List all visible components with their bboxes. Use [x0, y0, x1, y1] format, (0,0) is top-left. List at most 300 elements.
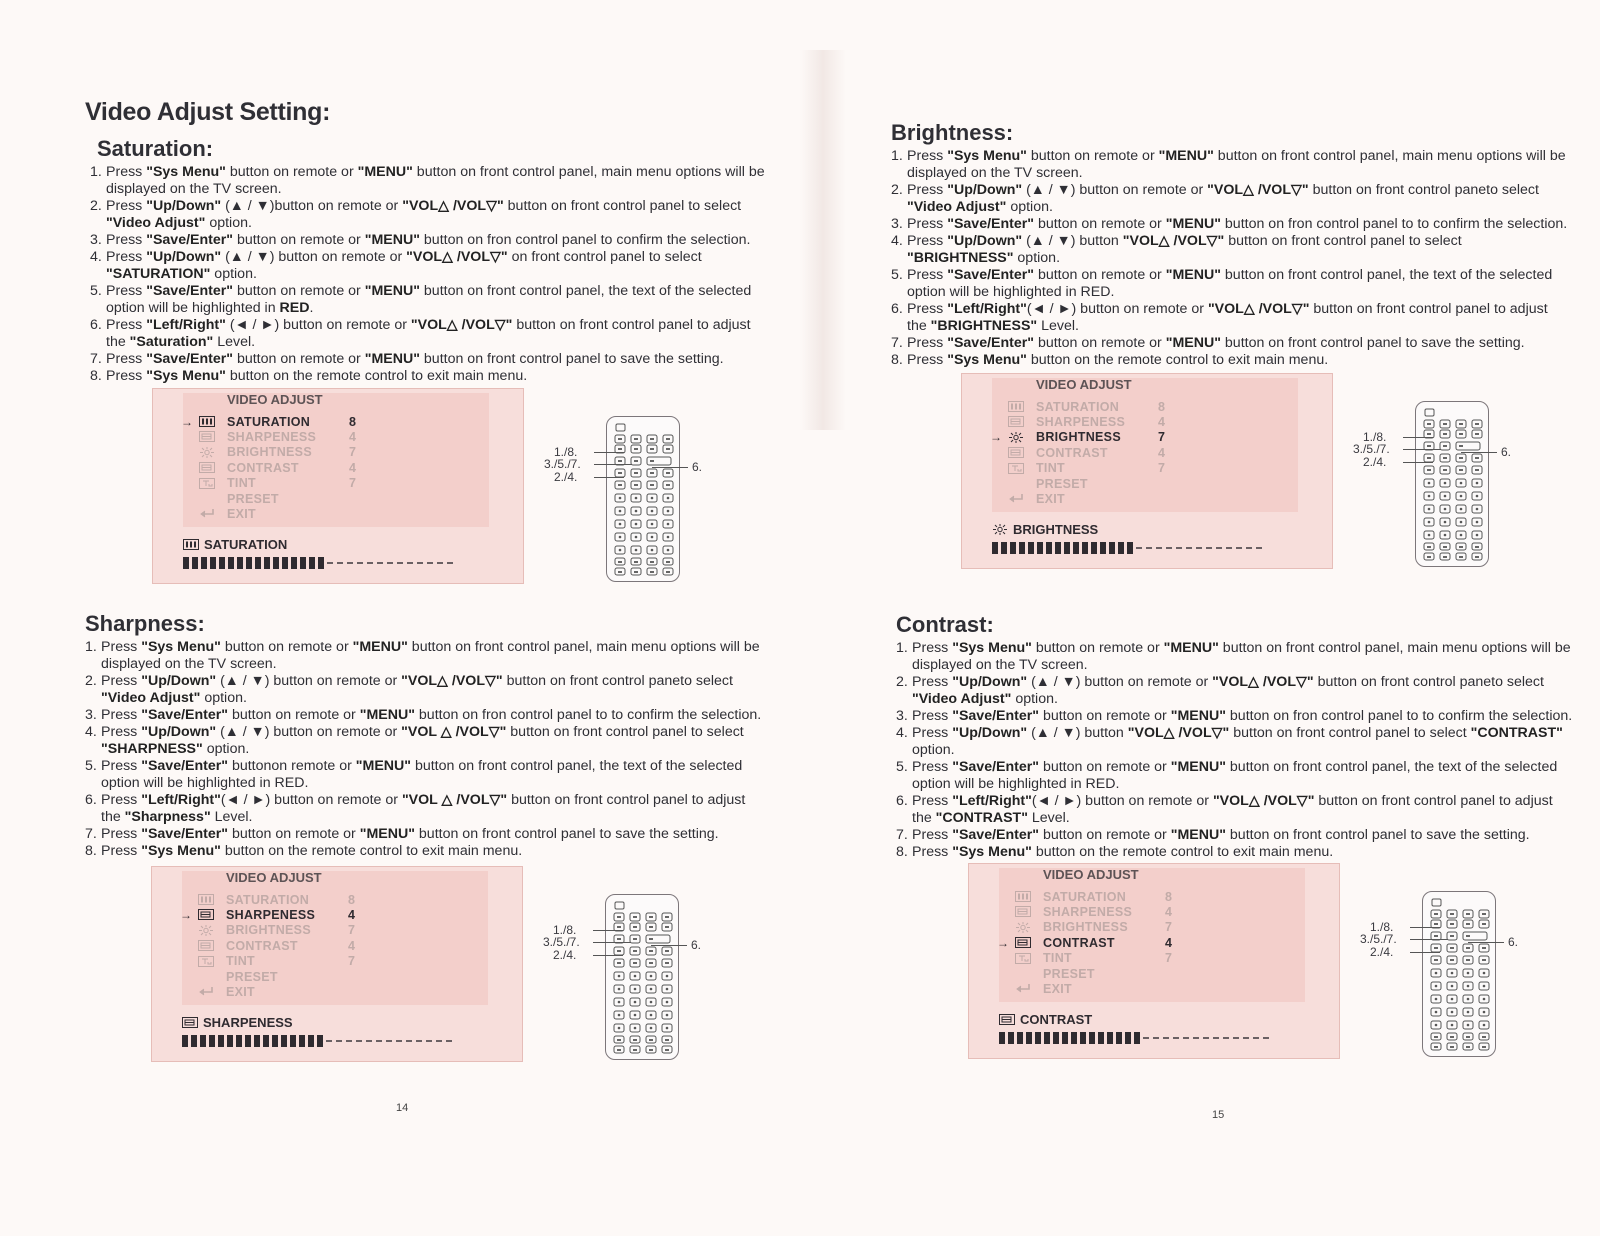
level-remaining [376, 1040, 382, 1042]
level-segment [1071, 1032, 1077, 1044]
step-number: 1. [90, 164, 102, 180]
remote-control-illustration [605, 894, 679, 1060]
level-segment [182, 1035, 188, 1047]
level-remaining [397, 562, 403, 564]
steps-list [896, 640, 1576, 861]
level-remaining [367, 562, 373, 564]
step-text: Press "Save/Enter" button on remote or "MENU" button on fron control panel to confirm the selection. [106, 232, 751, 248]
level-remaining [1176, 547, 1182, 549]
level-segment [245, 1035, 251, 1047]
level-remaining [377, 562, 383, 564]
osd-adjust-text: BRIGHTNESS [1013, 522, 1099, 537]
saturation-icon [198, 894, 214, 905]
osd-item-label: SATURATION [1043, 889, 1127, 904]
level-segment [1064, 542, 1070, 554]
sharpness-icon [199, 431, 215, 442]
osd-menu-item[interactable] [1043, 889, 1179, 904]
osd-item-value: 4 [349, 429, 357, 444]
step-text: Press "Save/Enter" button on remote or "MENU" button on front control panel to save the setting. [106, 351, 724, 367]
section-title: Saturation: [97, 136, 214, 161]
brightness-icon [1015, 922, 1031, 933]
step-item [891, 267, 1571, 301]
level-segment [228, 557, 234, 569]
osd-item-label: EXIT [1043, 981, 1072, 996]
tint-icon [198, 956, 214, 967]
osd-item-label: CONTRAST [226, 938, 298, 953]
level-segment [1134, 1032, 1140, 1044]
level-remaining [1173, 1037, 1179, 1039]
level-remaining [1233, 1037, 1239, 1039]
step-item [85, 724, 765, 758]
step-text: Press "Save/Enter" button on remote or "MENU" button on front control panel, the text of the selected option will be highlighted in RED. [912, 759, 1558, 792]
level-segment [183, 557, 189, 569]
level-segment [1001, 542, 1007, 554]
step-number: 6. [891, 301, 903, 317]
step-text: Press "Save/Enter" button on remote or "MENU" button on front control panel to save the setting. [907, 335, 1525, 351]
step-number: 4. [85, 724, 97, 740]
level-segment [191, 1035, 197, 1047]
osd-item-value: 7 [349, 445, 357, 460]
level-remaining [366, 1040, 372, 1042]
step-item [891, 352, 1571, 369]
level-segment [254, 1035, 260, 1047]
osd-menu-item[interactable] [227, 460, 363, 475]
level-segment [1028, 542, 1034, 554]
level-remaining [1246, 547, 1252, 549]
level-segment [281, 1035, 287, 1047]
osd-menu-item[interactable] [1043, 951, 1179, 966]
level-remaining [1263, 1037, 1269, 1039]
level-segment [1026, 1032, 1032, 1044]
level-segment [318, 557, 324, 569]
level-remaining [1143, 1037, 1149, 1039]
brightness-icon [198, 925, 214, 936]
level-segment [1062, 1032, 1068, 1044]
remote-control-illustration [1422, 891, 1496, 1057]
level-remaining [436, 1040, 442, 1042]
osd-item-value: 4 [348, 938, 356, 953]
step-item [896, 793, 1576, 827]
tint-icon [199, 478, 215, 489]
level-segment [264, 557, 270, 569]
osd-item-label: PRESET [226, 969, 278, 984]
level-remaining [426, 1040, 432, 1042]
level-segment [282, 557, 288, 569]
level-segment [291, 557, 297, 569]
level-remaining [446, 1040, 452, 1042]
sharpness-icon [182, 1017, 198, 1028]
osd-menu-item[interactable] [227, 476, 363, 491]
level-segment [1044, 1032, 1050, 1044]
level-remaining [1183, 1037, 1189, 1039]
saturation-icon [1008, 401, 1024, 412]
page-number: 15 [1212, 1109, 1225, 1121]
sharpness-icon [198, 909, 214, 920]
osd-item-label: SATURATION [1036, 399, 1120, 414]
step-item [90, 351, 770, 368]
callout-label: 3./5./7. [1353, 442, 1390, 456]
step-text: Press "Save/Enter" button on remote or "MENU" button on fron control panel to to confirm the selection. [907, 216, 1568, 232]
contrast-icon [199, 462, 215, 473]
step-number: 6. [85, 792, 97, 808]
callout-label: 6. [1508, 935, 1519, 949]
level-remaining [336, 1040, 342, 1042]
osd-item-label: SATURATION [226, 892, 310, 907]
sharpness-icon [1015, 906, 1031, 917]
osd-item-label: BRIGHTNESS [227, 445, 312, 460]
osd-screen [151, 866, 523, 1062]
osd-menu-item[interactable] [226, 923, 362, 938]
callout-label: 2./4. [1370, 945, 1394, 959]
osd-item-value: 4 [349, 460, 357, 475]
osd-menu-item[interactable] [1036, 476, 1172, 491]
level-segment [192, 557, 198, 569]
level-segment [1100, 542, 1106, 554]
step-item [90, 368, 770, 385]
callout-line [593, 930, 623, 931]
osd-item-label: EXIT [227, 506, 256, 521]
step-text: Press "Sys Menu" button on remote or "MENU" button on front control panel, main menu options will be displayed on the TV screen. [106, 164, 765, 197]
osd-menu-item[interactable] [1036, 491, 1172, 506]
step-item [891, 216, 1571, 233]
osd-menu-item[interactable] [227, 445, 363, 460]
level-segment [1017, 1032, 1023, 1044]
level-remaining [1156, 547, 1162, 549]
step-number: 1. [896, 640, 908, 656]
osd-menu-title: VIDEO ADJUST [226, 870, 322, 885]
callout-line [1410, 939, 1448, 940]
level-segment [1019, 542, 1025, 554]
callout-line [593, 955, 623, 956]
level-remaining [1223, 1037, 1229, 1039]
step-number: 8. [891, 352, 903, 368]
osd-menu-item[interactable] [1036, 445, 1172, 460]
step-text: Press "Save/Enter" buttonon remote or "MENU" button on front control panel, the text of the selected option will be highlighted in RED. [101, 758, 743, 791]
step-item [85, 758, 765, 792]
step-number: 1. [891, 148, 903, 164]
step-text: Press "Left/Right"(◄ / ►) button on remote or "VOL△ /VOL▽" button on front control panel to adjust the "BRIGHTNESS" Level. [907, 301, 1548, 334]
step-text: Press "Left/Right"(◄ / ►) button on remote or "VOL△ /VOL▽" button on front control panel to adjust the "CONTRAST" Level. [912, 793, 1553, 826]
level-remaining [1253, 1037, 1259, 1039]
osd-menu-item[interactable] [226, 938, 362, 953]
callout-label: 3./5./7. [543, 935, 580, 949]
osd-item-label: SHARPENESS [1043, 904, 1133, 919]
step-item [90, 198, 770, 232]
osd-level-bar [999, 1032, 1309, 1044]
osd-adjust-label [182, 1015, 293, 1030]
osd-item-label: SHARPENESS [226, 907, 316, 922]
callout-line [594, 452, 624, 453]
osd-menu-item[interactable] [1043, 920, 1179, 935]
osd-item-value: 4 [1158, 414, 1166, 429]
steps-list [90, 164, 770, 385]
osd-item-value: 8 [348, 892, 356, 907]
level-remaining [1163, 1037, 1169, 1039]
step-item [891, 182, 1571, 216]
level-segment [992, 542, 998, 554]
step-item [85, 843, 765, 860]
step-text: Press "Save/Enter" button on remote or "MENU" button on front control panel, the text of the selected option will be highlighted in RED. [106, 283, 752, 316]
level-remaining [437, 562, 443, 564]
callout-label: 1./8. [553, 923, 577, 937]
step-item [85, 639, 765, 673]
osd-item-value: 4 [348, 907, 356, 922]
level-segment [1037, 542, 1043, 554]
step-text: Press "Save/Enter" button on remote or "MENU" button on front control panel to save the setting. [912, 827, 1530, 843]
level-remaining [1136, 547, 1142, 549]
level-segment [1080, 1032, 1086, 1044]
arrow-right-icon: → [180, 907, 193, 922]
level-remaining [386, 1040, 392, 1042]
step-text: Press "Save/Enter" button on remote or "MENU" button on fron control panel to to confirm the selection. [912, 708, 1573, 724]
step-number: 8. [85, 843, 97, 859]
level-remaining [1186, 547, 1192, 549]
osd-menu-item[interactable] [1043, 981, 1179, 996]
osd-menu-item[interactable] [1043, 904, 1179, 919]
osd-item-value: 7 [1165, 920, 1173, 935]
brightness-icon [1008, 432, 1024, 443]
step-number: 3. [896, 708, 908, 724]
contrast-icon [198, 940, 214, 951]
step-item [90, 164, 770, 198]
level-remaining [327, 562, 333, 564]
step-item [90, 232, 770, 249]
level-segment [246, 557, 252, 569]
step-text: Press "Sys Menu" button on the remote control to exit main menu. [907, 352, 1329, 368]
level-segment [299, 1035, 305, 1047]
level-remaining [1216, 547, 1222, 549]
osd-item-label: SHARPENESS [1036, 414, 1126, 429]
exit-icon [1015, 983, 1031, 994]
level-segment [218, 1035, 224, 1047]
level-segment [1073, 542, 1079, 554]
level-segment [237, 557, 243, 569]
page-number: 14 [396, 1102, 409, 1114]
osd-item-value: 7 [1158, 461, 1166, 476]
step-text: Press "Up/Down" (▲ / ▼) button on remote or "VOL△ /VOL▽" button on front control paneto select "Video Adjust" option. [907, 182, 1539, 215]
step-text: Press "Left/Right" (◄ / ►) button on remote or "VOL△ /VOL▽" button on front control panel to adjust the "Saturation" Level. [106, 317, 751, 350]
step-text: Press "Save/Enter" button on remote or "MENU" button on front control panel to save the setting. [101, 826, 719, 842]
osd-item-label: EXIT [1036, 491, 1065, 506]
osd-menu-item[interactable] [1036, 461, 1172, 476]
step-text: Press "Sys Menu" button on the remote control to exit main menu. [912, 844, 1334, 860]
level-segment [1127, 542, 1133, 554]
level-segment [236, 1035, 242, 1047]
level-segment [1107, 1032, 1113, 1044]
osd-item-label: EXIT [226, 984, 255, 999]
osd-item-label: CONTRAST [1043, 935, 1115, 950]
step-item [90, 249, 770, 283]
level-segment [263, 1035, 269, 1047]
remote-control-illustration [1415, 401, 1489, 567]
level-segment [1089, 1032, 1095, 1044]
osd-level-bar [182, 1035, 492, 1047]
osd-menu-item[interactable] [226, 892, 362, 907]
osd-item-value: 8 [1165, 889, 1173, 904]
step-item [85, 792, 765, 826]
level-remaining [1166, 547, 1172, 549]
step-item [85, 673, 765, 707]
osd-menu-item[interactable] [1043, 966, 1179, 981]
level-remaining [1193, 1037, 1199, 1039]
brightness-section [891, 120, 1571, 369]
level-segment [1035, 1032, 1041, 1044]
step-item [896, 725, 1576, 759]
level-remaining [356, 1040, 362, 1042]
level-remaining [1203, 1037, 1209, 1039]
level-segment [1116, 1032, 1122, 1044]
callout-line [594, 464, 632, 465]
step-text: Press "Sys Menu" button on the remote control to exit main menu. [101, 843, 523, 859]
step-item [896, 708, 1576, 725]
step-item [896, 827, 1576, 844]
osd-menu-title: VIDEO ADJUST [1036, 377, 1132, 392]
level-segment [209, 1035, 215, 1047]
step-item [85, 826, 765, 843]
level-remaining [346, 1040, 352, 1042]
level-remaining [427, 562, 433, 564]
step-text: Press "Up/Down" (▲ / ▼) button "VOL△ /VOL▽" button on front control panel to select "BRIGHTNESS" option. [907, 233, 1462, 266]
level-segment [1125, 1032, 1131, 1044]
osd-screen [961, 373, 1333, 569]
osd-menu-item[interactable] [227, 429, 363, 444]
level-segment [1098, 1032, 1104, 1044]
step-text: Press "Up/Down" (▲ / ▼) button on remote or "VOL△ /VOL▽" button on front control paneto select "Video Adjust" option. [101, 673, 733, 706]
osd-item-label: TINT [1036, 461, 1065, 476]
osd-menu-item[interactable] [1036, 399, 1172, 414]
exit-icon [1008, 493, 1024, 504]
osd-item-label: SATURATION [227, 414, 311, 429]
osd-adjust-text: SATURATION [204, 537, 288, 552]
osd-menu-item[interactable] [227, 506, 363, 521]
section-title: Sharpness: [85, 611, 205, 636]
level-remaining [1256, 547, 1262, 549]
callout-label: 6. [1501, 445, 1512, 459]
step-item [896, 674, 1576, 708]
osd-menu-item[interactable] [226, 969, 362, 984]
level-remaining [1243, 1037, 1249, 1039]
arrow-right-icon: → [990, 430, 1003, 445]
osd-item-label: PRESET [227, 491, 279, 506]
step-text: Press "Sys Menu" button on the remote control to exit main menu. [106, 368, 528, 384]
osd-menu-item[interactable] [997, 935, 1179, 950]
osd-adjust-text: SHARPENESS [203, 1015, 293, 1030]
step-item [896, 759, 1576, 793]
osd-item-label: CONTRAST [227, 460, 299, 475]
tint-icon [1015, 953, 1031, 964]
callout-line [1403, 462, 1433, 463]
callout-label: 2./4. [553, 948, 577, 962]
level-remaining [1226, 547, 1232, 549]
osd-menu-title: VIDEO ADJUST [227, 392, 323, 407]
step-number: 2. [85, 673, 97, 689]
callout-line [1410, 952, 1440, 953]
osd-item-label: TINT [227, 476, 256, 491]
step-text: Press "Sys Menu" button on remote or "MENU" button on front control panel, main menu options will be displayed on the TV screen. [907, 148, 1566, 181]
steps-list [85, 639, 765, 860]
osd-menu-item[interactable] [226, 954, 362, 969]
callout-line [651, 945, 687, 946]
sharpness-section [85, 611, 765, 860]
step-item [891, 148, 1571, 182]
level-segment [273, 557, 279, 569]
contrast-icon [999, 1014, 1015, 1025]
step-item [90, 317, 770, 351]
osd-screen [152, 388, 524, 584]
level-segment [999, 1032, 1005, 1044]
level-segment [1008, 1032, 1014, 1044]
osd-item-label: BRIGHTNESS [1043, 920, 1128, 935]
callout-label: 2./4. [1363, 455, 1387, 469]
level-remaining [1153, 1037, 1159, 1039]
osd-menu-item[interactable] [181, 414, 363, 429]
step-text: Press "Up/Down" (▲ / ▼)button on remote or "VOL△ /VOL▽" button on front control panel to select "Video Adjust" option. [106, 198, 742, 231]
step-text: Press "Save/Enter" button on remote or "MENU" button on front control panel, the text of the selected option will be highlighted in RED. [907, 267, 1553, 300]
osd-item-label: CONTRAST [1036, 445, 1108, 460]
osd-adjust-label [183, 537, 287, 552]
osd-screen [968, 863, 1340, 1059]
step-number: 3. [85, 707, 97, 723]
level-segment [200, 1035, 206, 1047]
osd-menu-item[interactable] [1036, 414, 1172, 429]
step-item [891, 233, 1571, 267]
osd-menu-item[interactable] [226, 984, 362, 999]
step-number: 8. [896, 844, 908, 860]
level-remaining [416, 1040, 422, 1042]
level-segment [308, 1035, 314, 1047]
level-segment [272, 1035, 278, 1047]
osd-item-label: SHARPENESS [227, 429, 317, 444]
step-number: 4. [90, 249, 102, 265]
level-remaining [326, 1040, 332, 1042]
level-segment [1046, 542, 1052, 554]
contrast-icon [1015, 937, 1031, 948]
step-number: 3. [891, 216, 903, 232]
step-number: 8. [90, 368, 102, 384]
step-text: Press "Up/Down" (▲ / ▼) button on remote or "VOL△ /VOL▽" button on front control paneto select "Video Adjust" option. [912, 674, 1544, 707]
level-segment [1055, 542, 1061, 554]
exit-icon [198, 986, 214, 997]
step-text: Press "Sys Menu" button on remote or "MENU" button on front control panel, main menu options will be displayed on the TV screen. [912, 640, 1571, 673]
callout-label: 6. [692, 460, 703, 474]
osd-menu-item[interactable] [990, 430, 1172, 445]
osd-menu-item[interactable] [227, 491, 363, 506]
osd-item-value: 4 [1165, 904, 1173, 919]
step-number: 7. [891, 335, 903, 351]
level-segment [1053, 1032, 1059, 1044]
step-number: 7. [90, 351, 102, 367]
osd-menu-item[interactable] [180, 907, 362, 922]
section-title: Contrast: [896, 612, 994, 637]
step-item [891, 335, 1571, 352]
brightness-icon [992, 524, 1008, 535]
callout-line [1403, 437, 1433, 438]
saturation-icon [199, 416, 215, 427]
step-number: 6. [90, 317, 102, 333]
level-segment [227, 1035, 233, 1047]
callout-line [1403, 449, 1441, 450]
osd-item-value: 7 [349, 476, 357, 491]
osd-item-label: BRIGHTNESS [226, 923, 311, 938]
callout-label: 6. [691, 938, 702, 952]
step-number: 2. [896, 674, 908, 690]
saturation-section [90, 136, 770, 385]
step-text: Press "Left/Right"(◄ / ►) button on remote or "VOL △ /VOL▽" button on front control panel to adjust the "Sharpness" Level. [101, 792, 746, 825]
level-remaining [1236, 547, 1242, 549]
step-number: 5. [85, 758, 97, 774]
osd-adjust-label [992, 522, 1098, 537]
step-text: Press "Up/Down" (▲ / ▼) button "VOL△ /VOL▽" button on front control panel to select "CONTRAST" option. [912, 725, 1563, 758]
